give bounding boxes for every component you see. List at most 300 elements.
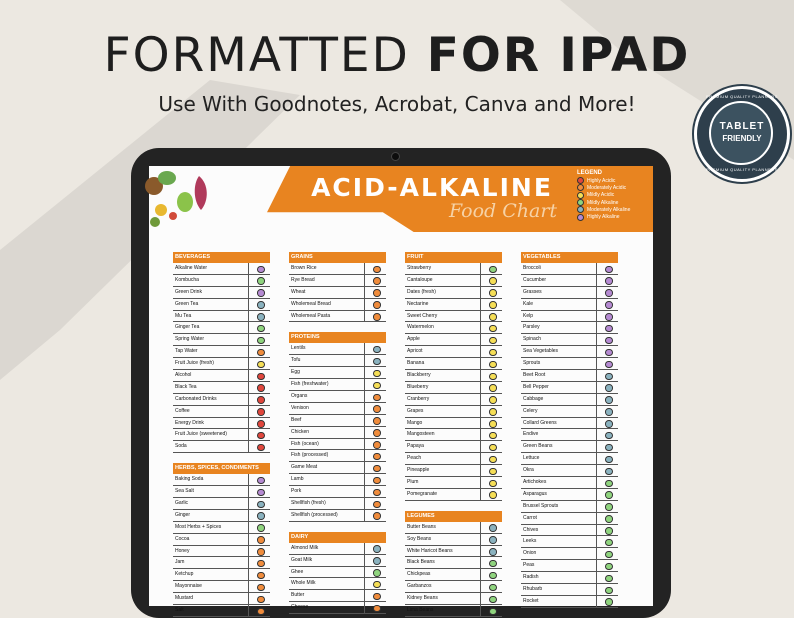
ph-level-dot-icon [257,477,265,485]
row-divider [364,462,365,473]
row-divider [364,439,365,450]
legend-dot-icon [577,177,584,184]
food-name: Carbonated Drinks [175,395,217,402]
food-name: Sea Vegetables [523,348,559,355]
food-row [405,382,502,394]
food-row [173,593,270,605]
ph-level-dot-icon [373,313,381,321]
row-divider [596,299,597,310]
food-row [173,334,270,346]
food-row [289,299,386,311]
ph-level-dot-icon [605,491,613,499]
ph-level-dot-icon [605,480,613,488]
food-name: Mayonnaise [175,583,202,590]
food-row [173,498,270,510]
ph-level-dot-icon [257,325,265,333]
food-row [521,311,618,323]
row-divider [364,263,365,274]
food-row [405,263,502,275]
row-divider [248,441,249,452]
row-divider [596,548,597,559]
food-name: Radish [523,574,539,581]
food-row [521,453,618,465]
category-header: GRAINS [289,252,386,263]
food-name: Cranberry [407,395,430,402]
food-row [173,418,270,430]
food-row [289,403,386,415]
row-divider [248,263,249,274]
ph-level-dot-icon [605,456,613,464]
food-row [521,287,618,299]
food-name: Dates (fresh) [407,288,436,295]
food-row [289,263,386,275]
food-name: Coffee [175,407,190,414]
ph-level-dot-icon [489,349,497,357]
ph-level-dot-icon [489,456,497,464]
row-divider [596,453,597,464]
badge-bottom-text: FRIENDLY [722,134,762,143]
ph-level-dot-icon [257,361,265,369]
ph-level-dot-icon [605,527,613,535]
food-name: Garbanzos [407,583,432,590]
ph-level-dot-icon [373,489,381,497]
food-row [289,439,386,451]
tablet-screen [149,166,653,614]
ph-level-dot-icon [489,361,497,369]
food-name: Pomegranate [407,490,438,497]
food-name: Grasses [523,288,542,295]
subline: Use With Goodnotes, Acrobat, Canva and More! [158,92,636,116]
row-divider [480,394,481,405]
category-header: FRUIT [405,252,502,263]
badge-inner-circle [709,101,773,165]
food-row [289,498,386,510]
food-row [521,584,618,596]
food-row [173,299,270,311]
ph-level-dot-icon [257,266,265,274]
row-divider [480,605,481,616]
ph-level-dot-icon [373,289,381,297]
row-divider [480,358,481,369]
ph-level-dot-icon [373,545,381,553]
row-divider [248,406,249,417]
ph-level-dot-icon [257,548,265,556]
legend-item [577,192,653,199]
food-name: Blueberry [407,383,429,390]
food-row [173,510,270,522]
legend-dot-icon [577,192,584,199]
food-row [521,358,618,370]
row-divider [248,581,249,592]
food-name: Rye Bread [291,276,315,283]
food-row [405,441,502,453]
food-row [173,429,270,441]
ph-level-dot-icon [373,593,381,601]
food-row [405,311,502,323]
food-row [289,367,386,379]
legend-item [577,213,653,220]
row-divider [596,572,597,583]
food-row [521,465,618,477]
chart-subtitle: Food Chart [449,200,558,222]
food-row [289,343,386,355]
ph-level-dot-icon [605,444,613,452]
ph-level-dot-icon [373,605,381,613]
food-name: Carrot [523,514,537,521]
row-divider [480,311,481,322]
food-row [405,593,502,605]
food-name: Fish (processed) [291,452,329,459]
row-divider [364,427,365,438]
food-name: Tap Water [175,348,198,355]
ph-level-dot-icon [257,432,265,440]
food-name: Cocoa [175,535,190,542]
food-name: Sea Salt [175,488,194,495]
food-row [405,546,502,558]
food-name: Strawberry [407,265,432,271]
ph-level-dot-icon [605,587,613,595]
food-name: Lentils [291,345,306,352]
row-divider [364,299,365,310]
food-name: Sprouts [523,360,541,367]
food-name: Lamb [291,476,304,483]
row-divider [364,367,365,378]
food-row [405,581,502,593]
ph-level-dot-icon [605,325,613,333]
food-name: Beef [291,416,302,423]
food-row [173,287,270,299]
ph-level-dot-icon [605,575,613,583]
category-header: LEGUMES [405,511,502,522]
ph-level-dot-icon [489,432,497,440]
ph-level-dot-icon [605,563,613,571]
food-name: White Haricot Beans [407,547,453,554]
food-row [289,555,386,567]
food-name: Mangosteen [407,431,435,438]
row-divider [480,299,481,310]
food-row [289,567,386,579]
ph-level-dot-icon [257,596,265,604]
food-name: Fruit Juice (sweetened) [175,431,227,438]
food-name: Tofu [291,357,301,364]
food-row [521,572,618,584]
food-row [521,560,618,572]
food-row [405,322,502,334]
food-row [289,275,386,287]
food-row [405,605,502,617]
food-name: Kombucha [175,276,199,283]
food-row [521,548,618,560]
food-name: Soda [175,443,187,450]
row-divider [248,429,249,440]
food-name: Ghee [291,568,304,575]
badge-ring-bottom: PREMIUM QUALITY PLANNERS [706,167,778,172]
food-name: Lima Beans [407,607,434,614]
row-divider [480,489,481,500]
food-name: Chickpeas [407,571,431,578]
food-name: Ketchup [175,571,194,578]
food-name: Wheat [291,288,306,295]
row-divider [596,322,597,333]
ph-level-dot-icon [605,551,613,559]
row-divider [596,263,597,274]
row-divider [248,510,249,521]
row-divider [248,474,249,485]
row-divider [596,525,597,536]
ph-level-dot-icon [605,503,613,511]
row-divider [596,418,597,429]
row-divider [480,287,481,298]
row-divider [596,441,597,452]
row-divider [480,534,481,545]
row-divider [480,418,481,429]
camera-icon [391,152,400,161]
ph-level-dot-icon [605,301,613,309]
food-row [405,465,502,477]
row-divider [364,578,365,589]
food-row [173,474,270,486]
food-row [521,513,618,525]
food-row [521,382,618,394]
food-name: Black Tea [175,383,197,390]
food-name: Most Herbs + Spices [175,523,222,530]
row-divider [248,287,249,298]
food-name: Blackberry [407,372,431,379]
row-divider [480,334,481,345]
row-divider [248,275,249,286]
legend [577,170,653,221]
ph-level-dot-icon [489,491,497,499]
food-name: Bell Pepper [523,383,549,390]
food-name: Lettuce [523,455,540,462]
food-name: Nectarine [407,300,429,307]
ph-level-dot-icon [373,581,381,589]
food-row [405,453,502,465]
row-divider [596,465,597,476]
food-row [173,441,270,453]
food-name: Watermelon [407,324,434,331]
ph-level-dot-icon [489,266,497,274]
food-row [173,346,270,358]
ph-level-dot-icon [489,325,497,333]
food-row [289,450,386,462]
food-name: Shellfish (processed) [291,511,338,518]
row-divider [480,557,481,568]
food-row [405,522,502,534]
ph-level-dot-icon [605,420,613,428]
ph-level-dot-icon [605,313,613,321]
row-divider [364,311,365,322]
ph-level-dot-icon [257,337,265,345]
food-name: Alcohol [175,372,192,379]
food-row [289,287,386,299]
food-row [173,322,270,334]
ph-level-dot-icon [605,266,613,274]
row-divider [248,334,249,345]
ph-level-dot-icon [257,384,265,392]
food-row [173,581,270,593]
row-divider [596,406,597,417]
food-name: Papaya [407,443,424,450]
food-column [289,252,386,614]
ph-level-dot-icon [605,539,613,547]
food-name: Brussel Sprouts [523,502,559,509]
food-row [173,522,270,534]
legend-dot-icon [577,206,584,213]
food-row [405,287,502,299]
food-row [289,590,386,602]
legend-item [577,177,653,184]
category-header: BEVERAGES [173,252,270,263]
row-divider [596,358,597,369]
category-header: VEGETABLES [521,252,618,263]
legend-label: Mildly Alkaline [587,199,619,206]
ph-level-dot-icon [489,373,497,381]
food-row [521,596,618,608]
ph-level-dot-icon [489,572,497,580]
ph-level-dot-icon [489,313,497,321]
food-row [405,429,502,441]
row-divider [480,441,481,452]
row-divider [596,560,597,571]
ph-level-dot-icon [373,394,381,402]
food-name: Soy Beans [407,535,432,542]
ph-level-dot-icon [489,408,497,416]
row-divider [596,287,597,298]
food-row [289,311,386,323]
row-divider [364,555,365,566]
food-row [521,394,618,406]
ph-level-dot-icon [257,289,265,297]
headline-light: FORMATTED [103,28,427,83]
ph-level-dot-icon [373,266,381,274]
row-divider [596,584,597,595]
ph-level-dot-icon [257,396,265,404]
food-row [521,429,618,441]
row-divider [364,343,365,354]
food-name: Endive [523,431,539,438]
food-row [289,474,386,486]
food-name: Garlic [175,500,189,507]
food-row [405,394,502,406]
food-row [521,536,618,548]
row-divider [248,546,249,557]
row-divider [480,522,481,533]
ph-level-dot-icon [373,277,381,285]
food-row [521,370,618,382]
food-row [289,427,386,439]
ph-level-dot-icon [373,453,381,461]
food-row [521,275,618,287]
ph-level-dot-icon [489,337,497,345]
food-name: Apple [407,336,420,343]
ph-level-dot-icon [605,277,613,285]
ph-level-dot-icon [605,515,613,523]
food-name: Fish (ocean) [291,440,319,447]
food-row [405,334,502,346]
row-divider [248,486,249,497]
food-row [405,406,502,418]
food-name: Spring Water [175,336,204,343]
food-name: Sweet Cherry [407,312,438,319]
food-name: Mango [407,419,423,426]
food-name: Kidney Beans [407,595,438,602]
row-divider [364,474,365,485]
food-name: Game Meat [291,464,318,471]
row-divider [364,602,365,613]
food-row [173,370,270,382]
food-name: Artichokes [523,479,547,486]
ph-level-dot-icon [605,384,613,392]
badge-top-text: TABLET [719,121,765,132]
food-row [521,441,618,453]
row-divider [248,569,249,580]
row-divider [480,322,481,333]
legend-label: Highly Acidic [587,177,616,184]
legend-dot-icon [577,184,584,191]
food-row [521,299,618,311]
ph-level-dot-icon [605,349,613,357]
row-divider [364,510,365,521]
food-name: Venison [291,404,309,411]
food-row [173,394,270,406]
food-name: Mustard [175,595,194,602]
food-row [521,477,618,489]
row-divider [596,513,597,524]
food-name: Apricot [407,348,423,355]
food-row [405,346,502,358]
ph-level-dot-icon [489,277,497,285]
ph-level-dot-icon [373,382,381,390]
ph-level-dot-icon [489,396,497,404]
food-row [173,605,270,617]
food-row [173,534,270,546]
ph-level-dot-icon [605,408,613,416]
row-divider [248,382,249,393]
ph-level-dot-icon [373,441,381,449]
ph-level-dot-icon [257,512,265,520]
row-divider [596,346,597,357]
ph-level-dot-icon [489,596,497,604]
food-name: Beet Root [523,372,546,379]
ph-level-dot-icon [373,477,381,485]
ph-level-dot-icon [605,468,613,476]
food-name: Ginger [175,511,191,518]
badge-ring-top: PREMIUM QUALITY PLANNERS [706,94,778,99]
row-divider [480,275,481,286]
row-divider [480,477,481,488]
row-divider [596,489,597,500]
food-row [405,275,502,287]
legend-item [577,199,653,206]
ph-level-dot-icon [605,289,613,297]
food-name: Rhubarb [523,586,543,593]
food-name: Parsley [523,324,540,331]
row-divider [596,334,597,345]
food-name: Plum [407,479,419,486]
food-name: Brown Rice [291,265,317,271]
food-row [405,477,502,489]
row-divider [248,605,249,616]
food-name: Grapes [407,407,424,414]
food-row [405,299,502,311]
row-divider [596,501,597,512]
food-row [173,546,270,558]
food-name: Peas [523,562,535,569]
food-name: Green Tea [175,300,199,307]
food-name: Egg [291,369,300,376]
food-row [521,263,618,275]
